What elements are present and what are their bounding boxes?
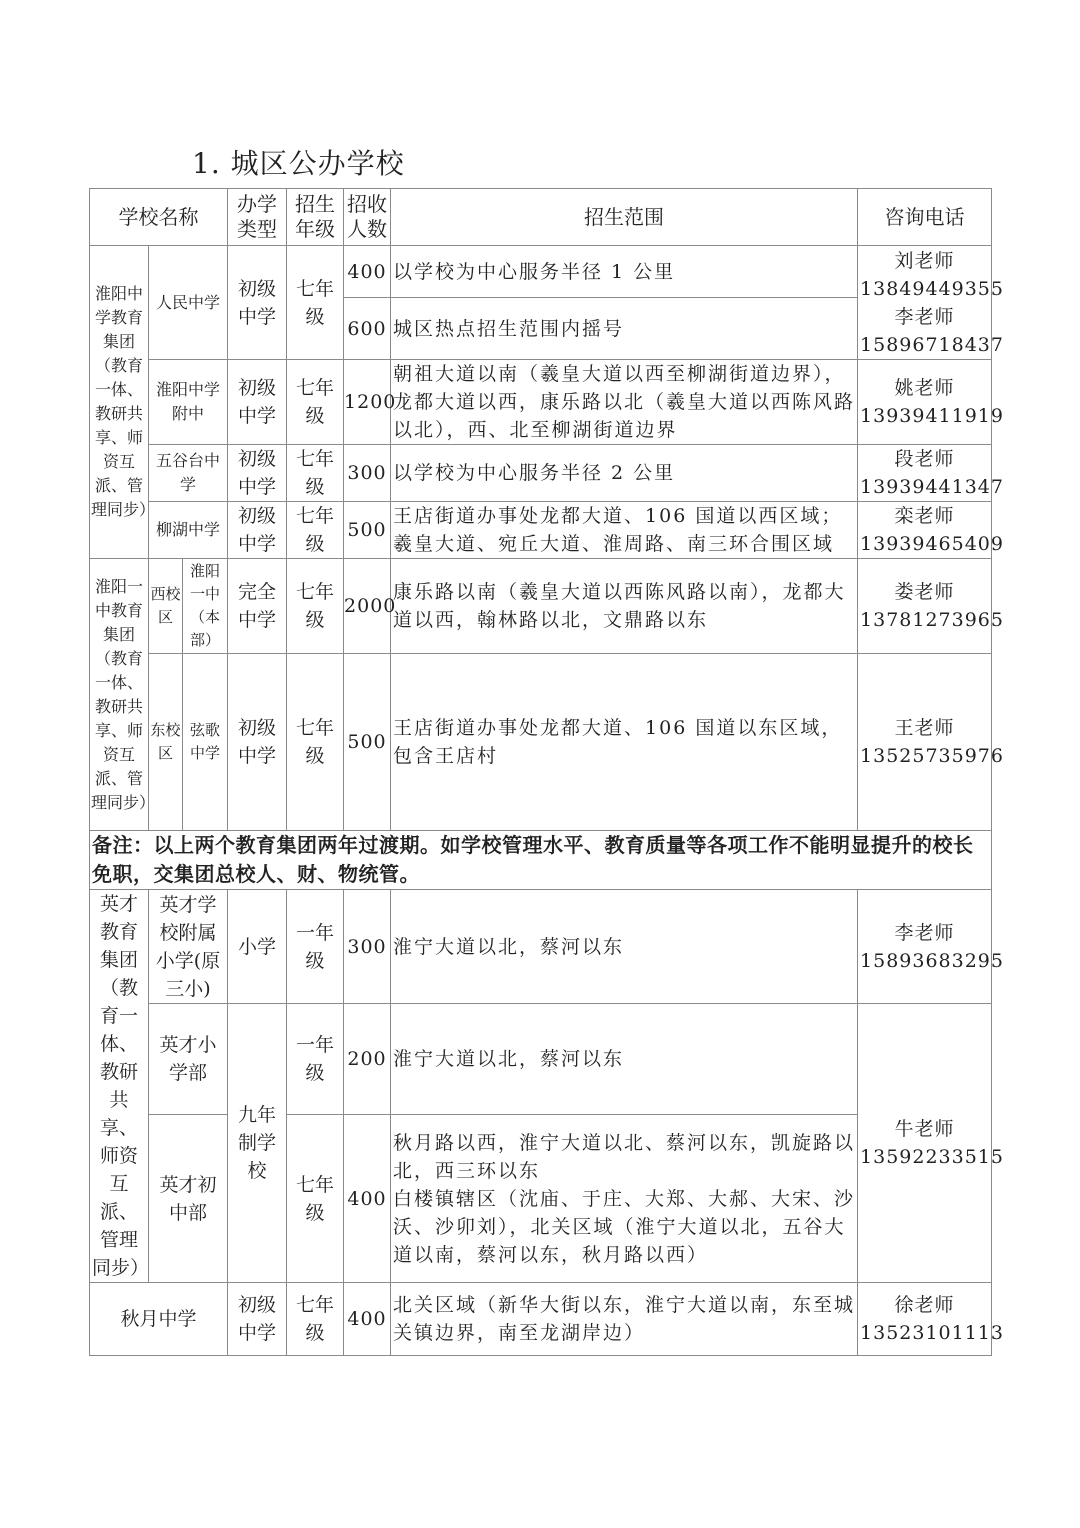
campus-name: 东校区 <box>149 654 183 831</box>
table-row <box>90 360 992 445</box>
grade: 七年级 <box>287 559 344 654</box>
scope: 王店街道办事处龙都大道、106 国道以西区域；羲皇大道、宛丘大道、淮周路、南三环合围区域 <box>391 502 858 559</box>
scope <box>391 1115 858 1283</box>
contact: 栾老师 13939465409 <box>858 502 992 559</box>
header-scope: 招生范围 <box>391 189 858 246</box>
school-name: 弦歌中学 <box>183 654 228 831</box>
header-count: 招收人数 <box>344 189 391 246</box>
school-type: 初级中学 <box>228 445 287 502</box>
school-type: 完全中学 <box>228 559 287 654</box>
school-type: 初级中学 <box>228 246 287 360</box>
scope: 北关区域（新华大街以东，淮宁大道以南，东至城关镇边界，南至龙湖岸边） <box>391 1283 858 1356</box>
contact: 王老师 13525735976 <box>858 654 992 831</box>
table-row <box>90 1004 992 1115</box>
contact: 娄老师 13781273965 <box>858 559 992 654</box>
school-name: 人民中学 <box>149 246 228 360</box>
header-type: 办学类型 <box>228 189 287 246</box>
contact: 李老师 15893683295 <box>858 890 992 1004</box>
scope: 淮宁大道以北，蔡河以东 <box>391 890 858 1004</box>
school-name: 五谷台中学 <box>149 445 228 502</box>
scope: 以学校为中心服务半径 1 公里 <box>391 246 858 298</box>
group-name: 淮阳一中教育集团（教育一体、教研共享、师资互派、管理同步） <box>90 559 149 831</box>
school-type: 初级中学 <box>228 654 287 831</box>
school-name: 淮阳中学附中 <box>149 360 228 445</box>
school-name: 柳湖中学 <box>149 502 228 559</box>
scope: 以学校为中心服务半径 2 公里 <box>391 445 858 502</box>
table-row <box>90 502 992 559</box>
grade: 一年级 <box>287 1004 344 1115</box>
table-row <box>90 890 992 1004</box>
contact: 段老师 13939441347 <box>858 445 992 502</box>
table-row <box>90 559 992 654</box>
header-grade: 招生年级 <box>287 189 344 246</box>
grade: 七年级 <box>287 502 344 559</box>
grade: 七年级 <box>287 445 344 502</box>
scope: 王店街道办事处龙都大道、106 国道以东区域，包含王店村 <box>391 654 858 831</box>
table-row <box>90 445 992 502</box>
school-type: 初级中学 <box>228 1283 287 1356</box>
count: 400 <box>344 1283 391 1356</box>
grade: 七年级 <box>287 246 344 360</box>
count: 300 <box>344 445 391 502</box>
scope-line-2: 白楼镇辖区（沈庙、于庄、大郑、大郝、大宋、沙沃、沙卯刘），北关区域（淮宁大道以北，五谷大道以南，蔡河以东，秋月路以西） <box>393 1187 856 1266</box>
table-row <box>90 246 992 298</box>
grade: 一年级 <box>287 890 344 1004</box>
contact: 牛老师 13592233515 <box>858 1004 992 1283</box>
grade: 七年级 <box>287 360 344 445</box>
campus-name: 西校区 <box>149 559 183 654</box>
contact: 徐老师 13523101113 <box>858 1283 992 1356</box>
grade: 七年级 <box>287 1283 344 1356</box>
header-school: 学校名称 <box>90 189 228 246</box>
scope-line-1: 秋月路以西，淮宁大道以北、蔡河以东，凯旋路以北，西三环以东 <box>393 1131 856 1182</box>
school-enrollment-table <box>89 188 1004 1356</box>
school-name: 英才学校附属小学(原三小) <box>149 890 228 1004</box>
school-type: 九年制学校 <box>228 1004 287 1283</box>
school-type: 小学 <box>228 890 287 1004</box>
school-type: 初级中学 <box>228 502 287 559</box>
group-name: 英才教育集团（教育一体、教研共享、师资互派、管理同步） <box>90 890 149 1283</box>
count: 300 <box>344 890 391 1004</box>
note: 备注：以上两个教育集团两年过渡期。如学校管理水平、教育质量等各项工作不能明显提升的校长免职，交集团总校人、财、物统管。 <box>90 831 992 890</box>
count: 400 <box>344 246 391 298</box>
table-row <box>90 1283 992 1356</box>
group-name: 淮阳中学教育集团（教育一体、教研共享、师资互派、管理同步） <box>90 246 149 559</box>
section-title: 1. 城区公办学校 <box>192 147 405 180</box>
school-name: 秋月中学 <box>90 1283 228 1356</box>
count: 2000 <box>344 559 391 654</box>
contact: 刘老师 13849449355 李老师 15896718437 <box>858 246 992 360</box>
scope: 城区热点招生范围内摇号 <box>391 298 858 360</box>
table-row <box>90 654 992 831</box>
header-contact: 咨询电话 <box>858 189 992 246</box>
count: 500 <box>344 502 391 559</box>
grade: 七年级 <box>287 1115 344 1283</box>
scope: 淮宁大道以北，蔡河以东 <box>391 1004 858 1115</box>
school-type: 初级中学 <box>228 360 287 445</box>
count: 600 <box>344 298 391 360</box>
school-name: 英才小学部 <box>149 1004 228 1115</box>
scope: 康乐路以南（羲皇大道以西陈风路以南），龙都大道以西，翰林路以北，文鼎路以东 <box>391 559 858 654</box>
school-name: 英才初中部 <box>149 1115 228 1283</box>
note-row <box>90 831 992 890</box>
count: 1200 <box>344 360 391 445</box>
table-row <box>90 1115 992 1283</box>
count: 400 <box>344 1115 391 1283</box>
scope: 朝祖大道以南（羲皇大道以西至柳湖街道边界），龙都大道以西，康乐路以北（羲皇大道以西陈风路以北），西、北至柳湖街道边界 <box>391 360 858 445</box>
school-name: 淮阳一中（本部） <box>183 559 228 654</box>
count: 500 <box>344 654 391 831</box>
header-row <box>90 189 992 246</box>
grade: 七年级 <box>287 654 344 831</box>
count: 200 <box>344 1004 391 1115</box>
contact: 姚老师 13939411919 <box>858 360 992 445</box>
